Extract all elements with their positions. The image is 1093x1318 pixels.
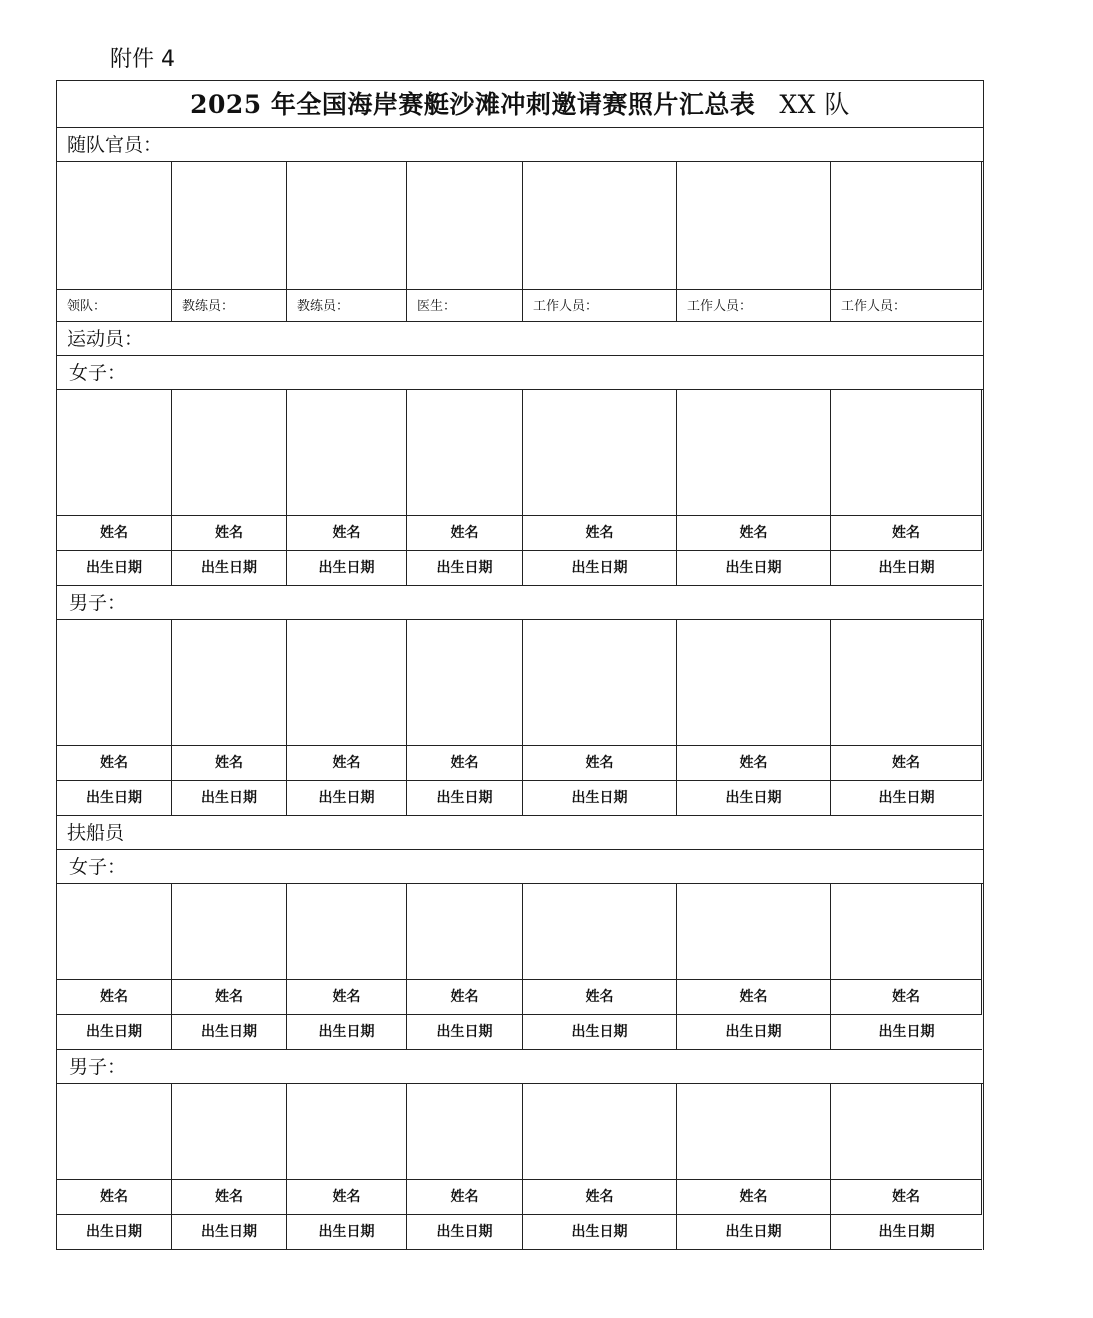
photo-slot[interactable]	[172, 390, 287, 516]
cox-heading: 扶船员	[57, 816, 983, 850]
photo-slot[interactable]	[287, 1084, 407, 1180]
name-label: 姓名	[172, 516, 287, 551]
photo-slot[interactable]	[172, 1084, 287, 1180]
photo-slot[interactable]	[831, 1084, 982, 1180]
birth-date-label: 出生日期	[407, 781, 523, 816]
name-label: 姓名	[831, 516, 982, 551]
attachment-label: 附件 4	[110, 47, 175, 72]
birth-date-label: 出生日期	[407, 551, 523, 586]
name-label: 姓名	[287, 980, 407, 1015]
photo-slot[interactable]	[57, 884, 172, 980]
team-name: XX 队	[779, 90, 850, 119]
official-role-staff: 工作人员：	[831, 290, 982, 322]
photo-slot[interactable]	[831, 620, 982, 746]
name-label: 姓名	[831, 746, 982, 781]
official-photo-slot[interactable]	[523, 162, 677, 290]
name-label: 姓名	[57, 516, 172, 551]
birth-date-label: 出生日期	[523, 551, 677, 586]
name-label: 姓名	[677, 1180, 831, 1215]
photo-slot[interactable]	[523, 390, 677, 516]
birth-date-label: 出生日期	[831, 1215, 982, 1250]
birth-date-label: 出生日期	[677, 1215, 831, 1250]
photo-slot[interactable]	[523, 1084, 677, 1180]
photo-slot[interactable]	[407, 620, 523, 746]
official-role-doctor: 医生：	[407, 290, 523, 322]
photo-slot[interactable]	[287, 390, 407, 516]
birth-date-label: 出生日期	[287, 781, 407, 816]
official-photo-slot[interactable]	[57, 162, 172, 290]
birth-date-label: 出生日期	[677, 781, 831, 816]
photo-slot[interactable]	[57, 390, 172, 516]
cox-male-heading: 男子：	[57, 1050, 983, 1084]
birth-date-label: 出生日期	[172, 1015, 287, 1050]
name-label: 姓名	[172, 746, 287, 781]
name-label: 姓名	[523, 746, 677, 781]
birth-date-label: 出生日期	[287, 551, 407, 586]
name-label: 姓名	[523, 980, 677, 1015]
birth-date-label: 出生日期	[831, 1015, 982, 1050]
photo-slot[interactable]	[407, 884, 523, 980]
form-title: 2025 年全国海岸赛艇沙滩冲刺邀请赛照片汇总表	[190, 90, 756, 119]
birth-date-label: 出生日期	[57, 1015, 172, 1050]
name-label: 姓名	[57, 746, 172, 781]
birth-date-label: 出生日期	[172, 781, 287, 816]
photo-slot[interactable]	[523, 620, 677, 746]
birth-date-label: 出生日期	[523, 1215, 677, 1250]
athletes-male-heading: 男子：	[57, 586, 983, 620]
birth-date-label: 出生日期	[287, 1215, 407, 1250]
photo-slot[interactable]	[677, 1084, 831, 1180]
official-role-staff: 工作人员：	[677, 290, 831, 322]
name-label: 姓名	[172, 1180, 287, 1215]
name-label: 姓名	[407, 516, 523, 551]
officials-heading: 随队官员：	[57, 128, 983, 162]
birth-date-label: 出生日期	[407, 1015, 523, 1050]
name-label: 姓名	[677, 746, 831, 781]
birth-date-label: 出生日期	[831, 551, 982, 586]
photo-slot[interactable]	[677, 620, 831, 746]
photo-slot[interactable]	[523, 884, 677, 980]
athletes-male-grid	[57, 620, 983, 816]
athletes-female-heading: 女子：	[57, 356, 983, 390]
birth-date-label: 出生日期	[57, 781, 172, 816]
official-photo-slot[interactable]	[287, 162, 407, 290]
official-photo-slot[interactable]	[407, 162, 523, 290]
official-role-coach: 教练员：	[172, 290, 287, 322]
name-label: 姓名	[172, 980, 287, 1015]
photo-slot[interactable]	[831, 390, 982, 516]
form-title-row	[57, 81, 983, 128]
official-role-coach: 教练员：	[287, 290, 407, 322]
official-photo-slot[interactable]	[677, 162, 831, 290]
photo-slot[interactable]	[57, 620, 172, 746]
official-photo-slot[interactable]	[172, 162, 287, 290]
birth-date-label: 出生日期	[523, 781, 677, 816]
birth-date-label: 出生日期	[57, 551, 172, 586]
name-label: 姓名	[831, 1180, 982, 1215]
birth-date-label: 出生日期	[172, 551, 287, 586]
name-label: 姓名	[523, 516, 677, 551]
photo-slot[interactable]	[172, 884, 287, 980]
photo-slot[interactable]	[677, 884, 831, 980]
name-label: 姓名	[287, 746, 407, 781]
athletes-heading: 运动员：	[57, 322, 983, 356]
official-role-staff: 工作人员：	[523, 290, 677, 322]
birth-date-label: 出生日期	[677, 1015, 831, 1050]
official-photo-slot[interactable]	[831, 162, 982, 290]
cox-female-grid	[57, 884, 983, 1050]
photo-summary-form	[56, 80, 984, 1250]
cox-male-grid	[57, 1084, 983, 1250]
birth-date-label: 出生日期	[831, 781, 982, 816]
name-label: 姓名	[57, 1180, 172, 1215]
name-label: 姓名	[407, 1180, 523, 1215]
athletes-female-grid	[57, 390, 983, 586]
birth-date-label: 出生日期	[677, 551, 831, 586]
birth-date-label: 出生日期	[287, 1015, 407, 1050]
birth-date-label: 出生日期	[523, 1015, 677, 1050]
official-role-leader: 领队：	[57, 290, 172, 322]
name-label: 姓名	[407, 980, 523, 1015]
name-label: 姓名	[831, 980, 982, 1015]
name-label: 姓名	[287, 1180, 407, 1215]
photo-slot[interactable]	[57, 1084, 172, 1180]
birth-date-label: 出生日期	[172, 1215, 287, 1250]
photo-slot[interactable]	[172, 620, 287, 746]
name-label: 姓名	[57, 980, 172, 1015]
officials-photo-grid	[57, 162, 983, 322]
photo-slot[interactable]	[407, 390, 523, 516]
name-label: 姓名	[677, 980, 831, 1015]
photo-slot[interactable]	[677, 390, 831, 516]
birth-date-label: 出生日期	[407, 1215, 523, 1250]
photo-slot[interactable]	[831, 884, 982, 980]
name-label: 姓名	[677, 516, 831, 551]
photo-slot[interactable]	[287, 884, 407, 980]
photo-slot[interactable]	[407, 1084, 523, 1180]
cox-female-heading: 女子：	[57, 850, 983, 884]
name-label: 姓名	[523, 1180, 677, 1215]
name-label: 姓名	[287, 516, 407, 551]
photo-slot[interactable]	[287, 620, 407, 746]
birth-date-label: 出生日期	[57, 1215, 172, 1250]
name-label: 姓名	[407, 746, 523, 781]
